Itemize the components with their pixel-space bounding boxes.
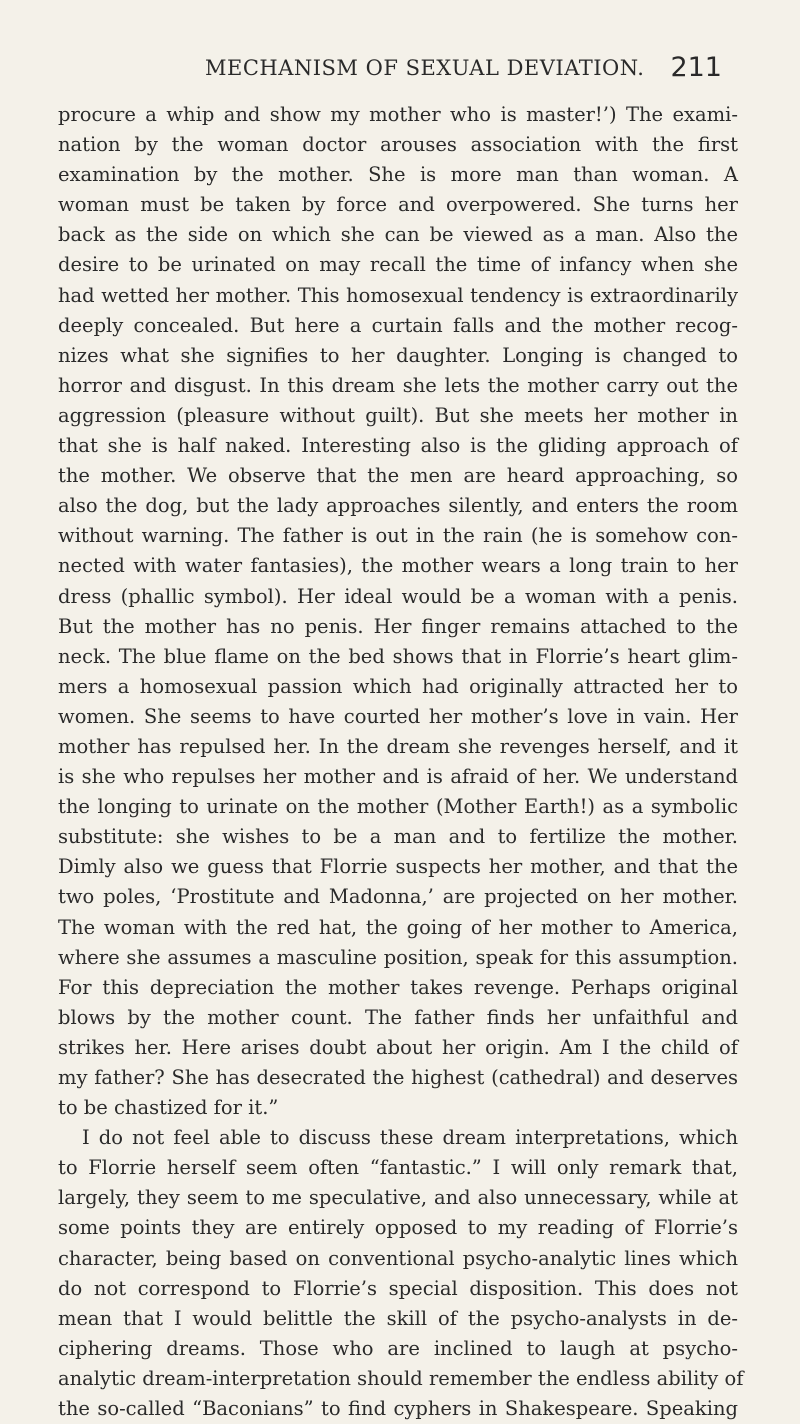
- text-line: neck. The blue flame on the bed shows that in Florrie’s heart glim-: [58, 644, 738, 668]
- text-line: ciphering dreams. Those who are inclined to laugh at psycho-: [58, 1336, 738, 1360]
- text-line: desire to be urinated on may recall the time of infancy when she: [58, 253, 738, 277]
- text-line: largely, they seem to me speculative, and also unnecessary, while at: [58, 1186, 738, 1210]
- text-line: Dimly also we guess that Florrie suspects her mother, and that the: [58, 855, 738, 879]
- text-line: the mother. We observe that the men are heard approaching, so: [58, 464, 738, 488]
- text-line: horror and disgust. In this dream she lets the mother carry out the: [58, 373, 738, 397]
- text-line: my father? She has desecrated the highest (cathedral) and deserves: [58, 1066, 738, 1089]
- text-line: where she assumes a masculine position, speak for this assumption.: [58, 945, 738, 969]
- text-line: do not correspond to Florrie’s special disposition. This does not: [58, 1276, 738, 1300]
- text-line: dress (phallic symbol). Her ideal would be a woman with a penis.: [58, 584, 738, 608]
- page-number: 211: [670, 52, 722, 83]
- text-line: the longing to urinate on the mother (Mother Earth!) as a symbolic: [58, 795, 738, 819]
- text-line: strikes her. Here arises doubt about her origin. Am I the child of: [58, 1035, 738, 1059]
- body-text: [58, 100, 744, 1424]
- text-line: back as the side on which she can be viewed as a man. Also the: [58, 223, 738, 247]
- text-line: mean that I would belittle the skill of the psycho-analysts in de-: [58, 1306, 738, 1330]
- text-line: some points they are entirely opposed to my reading of Florrie’s: [58, 1216, 738, 1240]
- text-line: mers a homosexual passion which had originally attracted her to: [58, 674, 738, 698]
- text-line: analytic dream-interpretation should remember the endless ability of: [58, 1366, 744, 1390]
- text-line: The woman with the red hat, the going of her mother to America,: [58, 915, 738, 939]
- text-line: also the dog, but the lady approaches silently, and enters the room: [58, 494, 738, 518]
- paragraph-end-line: to be chastized for it.”: [58, 1096, 279, 1120]
- text-line: woman must be taken by force and overpowered. She turns her: [58, 193, 738, 217]
- text-line: without warning. The father is out in the rain (he is somehow con-: [58, 524, 738, 548]
- running-head: MECHANISM OF SEXUAL DEVIATION.: [205, 56, 645, 80]
- text-line: two poles, ‘Prostitute and Madonna,’ are projected on her mother.: [58, 885, 738, 909]
- text-line: But the mother has no penis. Her finger remains attached to the: [58, 614, 738, 638]
- text-line: procure a whip and show my mother who is master!’) The exami-: [58, 103, 738, 126]
- text-line: that she is half naked. Interesting also is the gliding approach of: [58, 434, 738, 458]
- text-line: For this depreciation the mother takes revenge. Perhaps original: [58, 975, 738, 999]
- text-line: examination by the mother. She is more man than woman. A: [58, 163, 738, 187]
- text-line: character, being based on conventional psycho-analytic lines which: [58, 1246, 738, 1270]
- text-line: substitute: she wishes to be a man and to fertilize the mother.: [58, 825, 738, 849]
- page-header: [0, 52, 800, 92]
- text-line: nected with water fantasies), the mother wears a long train to her: [58, 554, 738, 578]
- text-line: blows by the mother count. The father finds her unfaithful and: [58, 1005, 738, 1029]
- text-line: mother has repulsed her. In the dream she revenges herself, and it: [58, 734, 738, 758]
- text-line: is she who repulses her mother and is afraid of her. We understand: [58, 765, 738, 789]
- text-line: nation by the woman doctor arouses association with the first: [58, 133, 738, 157]
- text-line: had wetted her mother. This homosexual tendency is extraordinarily: [58, 283, 738, 307]
- text-line: to Florrie herself seem often “fantastic.” I will only remark that,: [58, 1156, 738, 1180]
- text-line: women. She seems to have courted her mother’s love in vain. Her: [58, 704, 738, 728]
- paragraph-first-line: I do not feel able to discuss these dream interpretations, which: [82, 1126, 738, 1150]
- text-line: the so-called “Baconians” to find cyphers in Shakespeare. Speaking: [58, 1397, 738, 1421]
- text-line: nizes what she signifies to her daughter. Longing is changed to: [58, 343, 738, 367]
- text-line: deeply concealed. But here a curtain falls and the mother recog-: [58, 313, 738, 337]
- text-line: aggression (pleasure without guilt). But she meets her mother in: [58, 403, 738, 427]
